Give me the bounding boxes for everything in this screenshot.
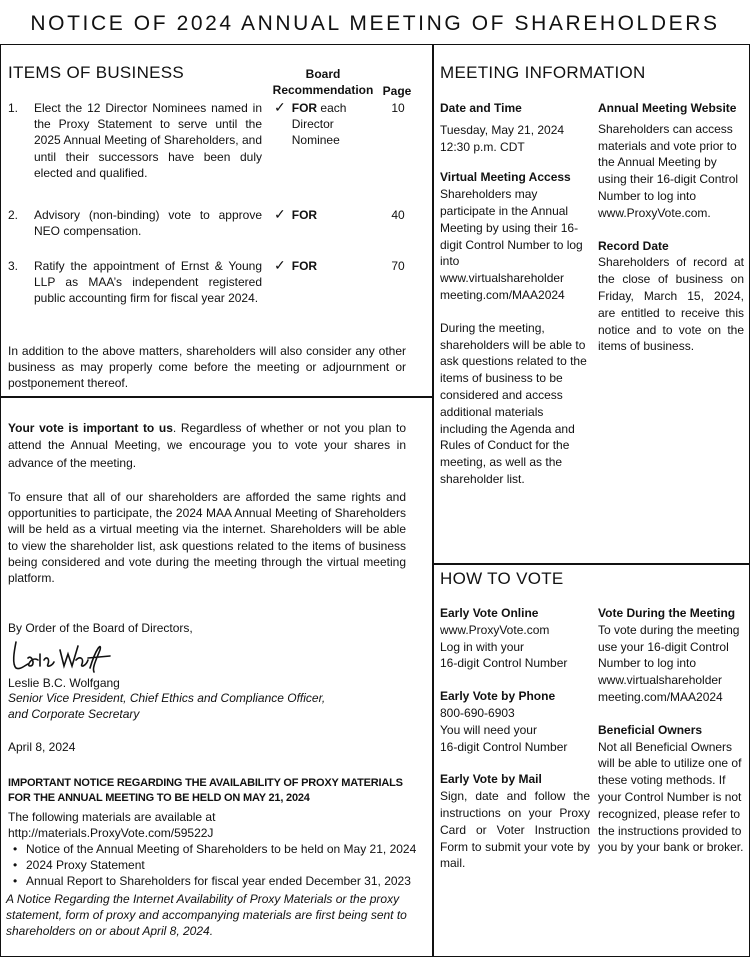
recommendation-for: FOR <box>291 101 318 115</box>
during-meeting-text: During the meeting, shareholders will be able to ask questions related to the items of business to be considered and access additional materials including the Agenda and Rules of Conduct for the meeting, as well as the shareholder list. <box>440 320 587 486</box>
beneficial-owners-text: Not all Beneficial Owners will be able to utilize one of these voting methods. If your Control Number is not recognized, please refer to the instructions provided to you by your bank or broker. <box>598 739 744 855</box>
list-item: • Annual Report to Shareholders for fiscal year ended December 31, 2023 <box>8 873 426 889</box>
how-to-vote-left-column <box>440 605 590 872</box>
vote-importance-lead: Your vote is important to us <box>8 421 173 435</box>
virtual-url-line2[interactable]: meeting.com/MAA2024 <box>440 287 565 302</box>
record-date-label: Record Date <box>598 238 669 253</box>
beneficial-owners-label: Beneficial Owners <box>598 722 703 737</box>
how-to-vote-heading: HOW TO VOTE <box>440 569 564 588</box>
vote-during-url2[interactable]: meeting.com/MAA2024 <box>598 689 723 704</box>
vote-importance-paragraph <box>8 420 406 472</box>
vote-during-text: To vote during the meeting use your 16-digit Control Number to log into <box>598 622 740 671</box>
item-recommendation <box>274 100 364 149</box>
virtual-access-text: Shareholders may participate in the Annual Meeting by using their 16-digit Control Number to log into <box>440 187 583 269</box>
meeting-info-right-column <box>598 100 744 355</box>
website-label: Annual Meeting Website <box>598 101 737 115</box>
left-section-divider <box>0 396 432 398</box>
vote-importance-rest: . Regardless of whether or not you plan to attend the Annual Meeting, we encourage you to vote your shares in advance of the meeting. <box>8 421 407 470</box>
vote-phone-label: Early Vote by Phone <box>440 689 556 704</box>
list-item: • Notice of the Annual Meeting of Shareholders to be held on May 21, 2024 <box>8 841 426 857</box>
materials-intro: The following materials are available at <box>8 810 216 824</box>
meeting-time: 12:30 p.m. CDT <box>440 139 525 154</box>
recommendation-for: FOR <box>291 259 318 273</box>
signer-title: Senior Vice President, Chief Ethics and Compliance Officer, and Corporate Secretary <box>8 691 326 722</box>
checkmark-icon: ✓ <box>274 257 286 273</box>
signature-icon <box>10 636 120 676</box>
page-title: NOTICE OF 2024 ANNUAL MEETING OF SHAREHOLDERS <box>0 0 750 45</box>
vote-online-line3: 16-digit Control Number <box>440 656 568 671</box>
board-header-line2: Recommendation <box>272 82 374 97</box>
recommendation-for: FOR <box>291 208 318 222</box>
right-section-divider <box>432 563 750 565</box>
item-description: Ratify the appointment of Ernst & Young LLP as MAA’s independent registered public accounting firm for fiscal year 2024. <box>34 259 262 306</box>
signature <box>10 636 120 676</box>
how-to-vote-right-column <box>598 605 744 856</box>
virtual-meeting-paragraph: To ensure that all of our shareholders are afforded the same rights and opportunities to participate, the 2024 MAA Annual Meeting of Shareholders will be held as a virtual meeting via the internet. Shareholders will be able to view the shareholder list, ask questions related to the items of business being considered and vote during the meeting through the virtual meeting platform. <box>8 490 406 585</box>
website-text: Shareholders can access materials and vote prior to the Annual Meeting by using their 16-digit Control Number to log into www.ProxyVote.com. <box>598 121 739 220</box>
virtual-access-label: Virtual Meeting Access <box>440 170 571 185</box>
availability-footnote: A Notice Regarding the Internet Availability of Proxy Materials or the proxy statement, form of proxy and accompanying materials are first being sent to shareholders on or about April 8, 2024. <box>6 892 407 939</box>
board-header-line1: Board <box>305 67 341 81</box>
notice-date: April 8, 2024 <box>8 740 76 754</box>
item-page-number: 40 <box>391 208 405 222</box>
other-matters-text: In addition to the above matters, shareholders will also consider any other business as may properly come before the meeting or adjournment or postponement thereof. <box>8 344 406 391</box>
item-page-number: 70 <box>391 259 405 273</box>
item-recommendation <box>274 207 364 223</box>
vote-during-label: Vote During the Meeting <box>598 606 736 620</box>
checkmark-icon: ✓ <box>274 206 286 222</box>
date-time-label: Date and Time <box>440 101 522 115</box>
vote-online-url[interactable]: www.ProxyVote.com <box>440 622 550 637</box>
item-recommendation <box>274 258 364 274</box>
vote-phone-line3: 16-digit Control Number <box>440 739 568 754</box>
materials-url[interactable]: http://materials.ProxyVote.com/59522J <box>8 826 214 840</box>
item-page-number: 10 <box>391 101 405 115</box>
recommendation-extra: each Director Nominee <box>291 101 347 148</box>
item-number: 2. <box>8 208 19 222</box>
list-item: • 2024 Proxy Statement <box>8 857 426 873</box>
proxy-notice-heading: IMPORTANT NOTICE REGARDING THE AVAILABILITY OF PROXY MATERIALS FOR THE ANNUAL MEETING TO BE HELD ON MAY 21, 2024 <box>8 777 403 804</box>
vote-phone-line2: You will need your <box>440 722 537 737</box>
signer-name: Leslie B.C. Wolfgang <box>8 676 120 690</box>
vote-mail-label: Early Vote by Mail <box>440 772 542 787</box>
items-of-business-heading: ITEMS OF BUSINESS <box>8 63 185 82</box>
checkmark-icon: ✓ <box>274 99 286 115</box>
board-recommendation-header <box>272 67 374 98</box>
vote-online-label: Early Vote Online <box>440 606 539 620</box>
vote-online-line2: Log in with your <box>440 639 525 654</box>
page-column-header: Page <box>382 84 412 98</box>
by-order-text: By Order of the Board of Directors, <box>8 621 193 635</box>
meeting-information-heading: MEETING INFORMATION <box>440 63 646 82</box>
virtual-url-line1[interactable]: www.virtualshareholder <box>440 271 565 286</box>
item-description: Elect the 12 Director Nominees named in the Proxy Statement to serve until the 2025 Annual Meeting of Shareholders, and until their successors have been duly elected and qualified. <box>34 101 262 180</box>
column-divider <box>432 45 434 957</box>
vote-mail-text: Sign, date and follow the instructions on your Proxy Card or Voter Instruction Form to submit your vote by mail. <box>440 789 590 871</box>
vote-phone-number[interactable]: 800-690-6903 <box>440 705 515 720</box>
item-description: Advisory (non-binding) vote to approve NEO compensation. <box>34 208 262 239</box>
vote-during-url1[interactable]: www.virtualshareholder <box>598 673 723 688</box>
item-number: 1. <box>8 101 19 115</box>
meeting-date: Tuesday, May 21, 2024 <box>440 122 565 137</box>
materials-list <box>8 841 426 890</box>
meeting-info-left-column <box>440 100 590 488</box>
item-number: 3. <box>8 259 19 273</box>
record-date-text: Shareholders of record at the close of business on Friday, March 15, 2024, are entitled to receive this notice and to vote on the items of business. <box>598 255 744 354</box>
